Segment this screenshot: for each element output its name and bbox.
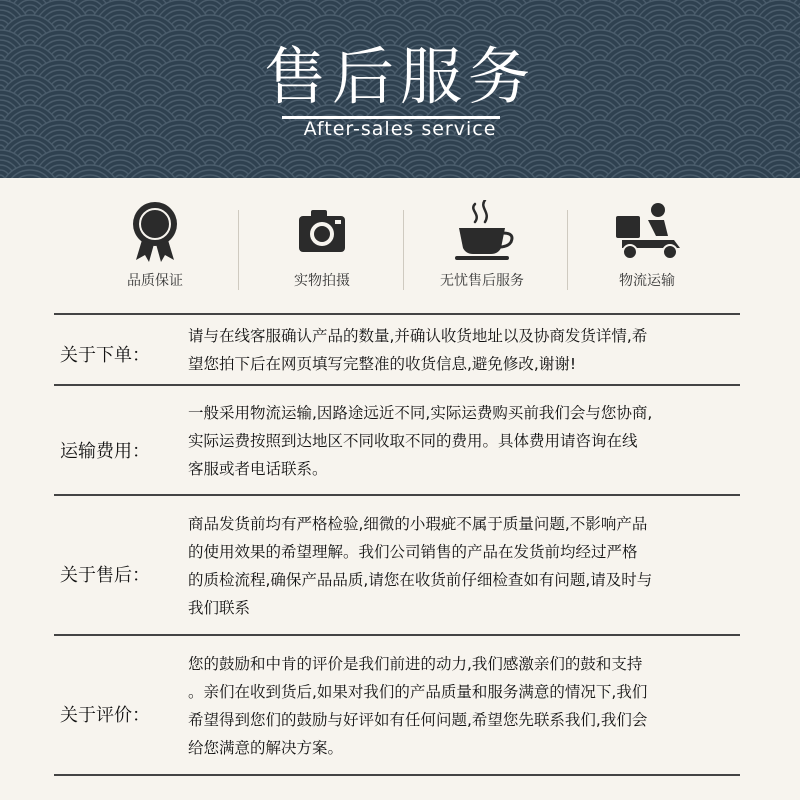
section-text [188, 322, 728, 378]
feature-logistics [562, 195, 732, 305]
text-line: 希望得到您们的鼓励与好评如有任何问题,希望您先联系我们,我们会 [188, 711, 648, 729]
text-line: 望您拍下后在网页填写完整准的收货信息,避免修改,谢谢! [188, 355, 577, 373]
feature-row [0, 195, 800, 305]
divider [403, 210, 404, 290]
header-banner [0, 0, 800, 178]
divider [238, 210, 239, 290]
text-line: 客服或者电话联系。 [188, 460, 328, 478]
section-text [188, 510, 728, 622]
text-line: 商品发货前均有严格检验,细微的小瑕疵不属于质量问题,不影响产品 [188, 515, 648, 533]
text-line: 给您满意的解决方案。 [188, 739, 344, 757]
text-line: 请与在线客服确认产品的数量,并确认收货地址以及协商发货详情,希 [188, 327, 648, 345]
divider [54, 384, 740, 386]
divider [54, 634, 740, 636]
feature-label: 实物拍摄 [294, 273, 350, 289]
section-ordering [54, 318, 740, 380]
section-label: 运输费用： [60, 441, 150, 462]
feature-label: 物流运输 [619, 273, 675, 289]
section-label: 关于评价： [60, 705, 150, 726]
feature-label: 无忧售后服务 [440, 273, 524, 289]
section-text [188, 650, 728, 762]
feature-quality [70, 195, 240, 305]
award-ribbon-icon [70, 200, 240, 262]
text-line: 的使用效果的希望理解。我们公司销售的产品在发货前均经过严格 [188, 543, 638, 561]
text-line: 我们联系 [188, 599, 251, 617]
section-text [188, 399, 728, 483]
camera-icon [237, 200, 407, 262]
section-label: 关于售后： [60, 565, 150, 586]
divider [567, 210, 568, 290]
text-line: 实际运费按照到达地区不同收取不同的费用。具体费用请咨询在线 [188, 432, 638, 450]
feature-label: 品质保证 [127, 273, 183, 289]
text-line: 的质检流程,确保产品品质,请您在收货前仔细检查如有问题,请及时与 [188, 571, 653, 589]
page-title: 售后服务 [263, 40, 536, 113]
feature-photo [237, 195, 407, 305]
section-review [54, 640, 740, 770]
text-line: 。亲们在收到货后,如果对我们的产品质量和服务满意的情况下,我们 [188, 683, 648, 701]
section-aftersales [54, 500, 740, 630]
text-line: 一般采用物流运输,因路途远近不同,实际运费购买前我们会与您协商, [188, 404, 653, 422]
feature-aftersales [397, 195, 567, 305]
text-line: 您的鼓励和中肯的评价是我们前进的动力,我们感激亲们的鼓和支持 [188, 655, 643, 673]
divider [54, 774, 740, 776]
divider [54, 313, 740, 315]
section-shipping [54, 390, 740, 490]
section-label: 关于下单： [60, 345, 150, 366]
divider [54, 494, 740, 496]
page-subtitle: After-sales service [303, 118, 497, 140]
coffee-cup-icon [397, 200, 567, 262]
delivery-scooter-icon [562, 200, 732, 262]
